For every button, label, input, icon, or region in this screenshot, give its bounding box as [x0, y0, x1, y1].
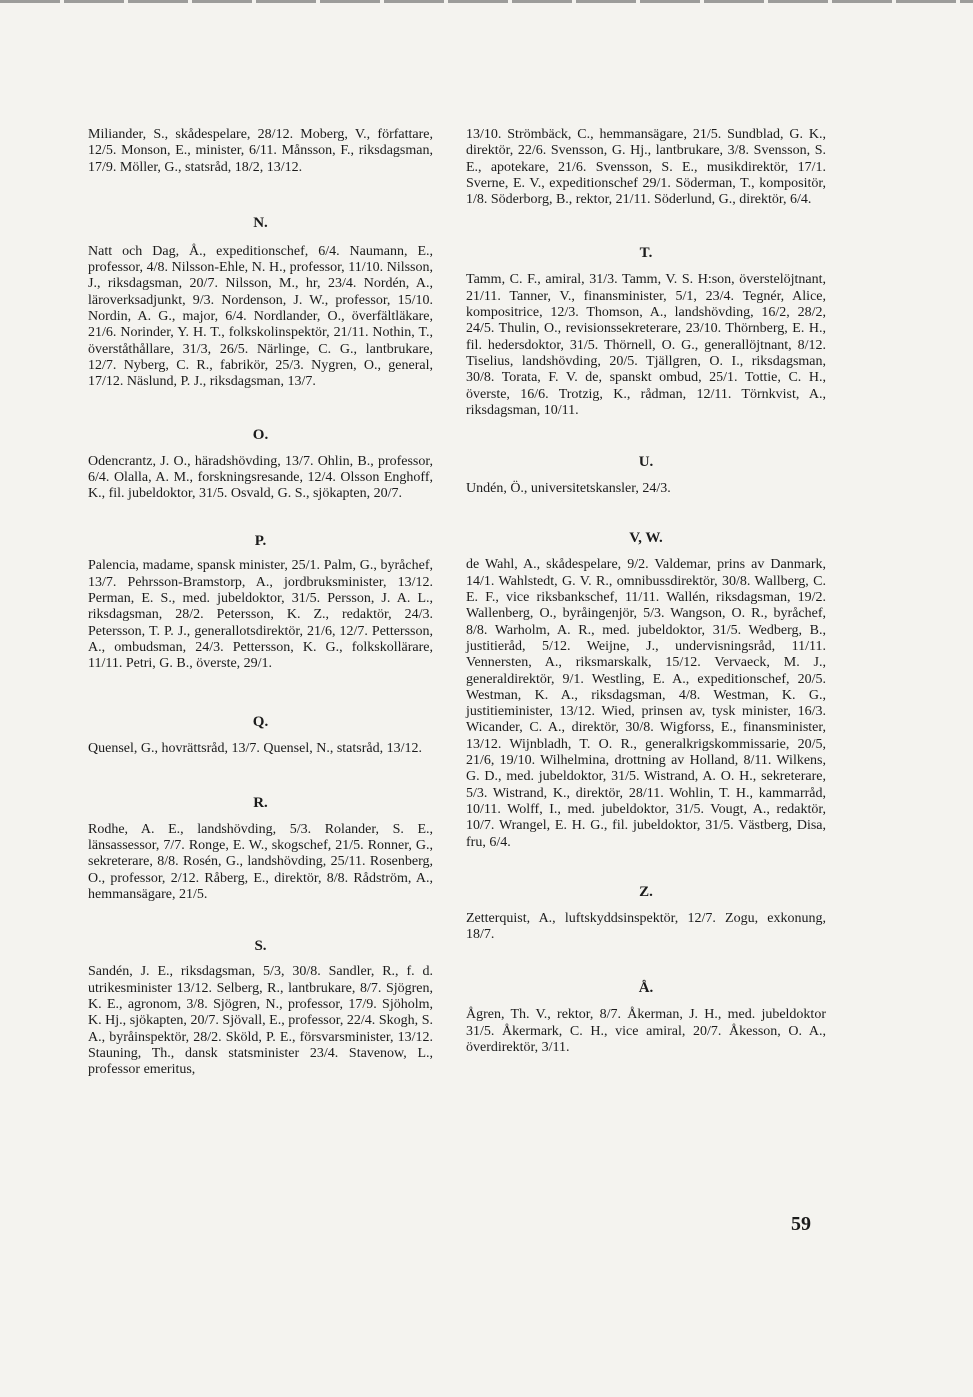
index-entries: Natt och Dag, Å., expeditionschef, 6/4. Naumann, E., professor, 4/8. Nilsson-Ehle, N. H., professor, 11/10. Nilsson, J., riksdagsman, 20/7. Nilsson, M., hr, 23/4. Nordén, A., läroverksadjunkt, 9/3. Nordenson, J. W., professor, 15/10. Nordin, A. G., major, 6/4. Nordlander, O., överfältläkare, 21/6. Norinder, Y. H. T., folkskolinspektör, 21/11. Nothin, T., överståthållare, 31/3, 26/5. Närlinge, C. G., lantbrukare, 12/7. Nyberg, C. R., fabrikör, 25/3. Nygren, O., general, 17/12. Näslund, P. J., riksdagsman, 13/7.	[88, 243, 433, 390]
section-letter: O.	[252, 426, 269, 443]
section-letter: T.	[639, 245, 653, 262]
section-letter: U.	[638, 454, 654, 471]
right-column	[466, 127, 826, 1056]
section-letter: R.	[253, 794, 268, 811]
index-entries: Miliander, S., skådespelare, 28/12. Moberg, V., författare, 12/5. Monson, E., minister, 6/11. Månsson, F., riksdagsman, 17/9. Möller, G., statsråd, 18/2, 13/12.	[88, 127, 433, 175]
index-entries: Odencrantz, J. O., häradshövding, 13/7. Ohlin, B., professor, 6/4. Olalla, A. M., forskningsresande, 12/4. Olsson Enghoff, K., fil. jubeldoktor, 31/5. Osvald, G. S., sjökapten, 20/7.	[88, 453, 433, 502]
section-letter: P.	[254, 533, 267, 550]
section-letter: S.	[254, 938, 267, 955]
index-entries: Undén, Ö., universitetskansler, 24/3.	[466, 481, 671, 497]
index-entries: Tamm, C. F., amiral, 31/3. Tamm, V. S. H:son, överstelöjtnant, 21/11. Tanner, V., finansminister, 5/1, 23/4. Tegnér, Alice, kompositrice, 12/3. Thomson, A., landshövding, 16/2, 28/2, 24/5. Thulin, O., revisionssekreterare, 23/10. Thörnberg, E. H., fil. hedersdoktor, 31/5. Thörnell, O. G., generallöjtnant, 8/12. Tiselius, landshövding, 20/5. Tjällgren, O. I., riksdagsman, 30/8. Torata, F. V. de, spanskt ombud, 25/1. Tottie, C. H., överste, 16/6. Trotzig, K., rådman, 12/11. Törnkvist, A., riksdagsman, 10/11.	[466, 272, 826, 418]
index-entries: Ågren, Th. V., rektor, 8/7. Åkerman, J. H., med. jubeldoktor 31/5. Åkermark, C. H., vice amiral, 20/7. Åkesson, O. A., överdirektör, 3/11.	[466, 1007, 826, 1055]
section-letter: Q.	[252, 713, 269, 730]
scan-top-edge	[0, 0, 973, 3]
index-entries: Zetterquist, A., luftskyddsinspektör, 12/7. Zogu, exkonung, 18/7.	[466, 910, 826, 943]
index-entries: Rodhe, A. E., landshövding, 5/3. Rolander, S. E., länsassessor, 7/7. Ronge, E. W., skogschef, 21/5. Ronner, G., sekreterare, 8/8. Rosén, G., landshövding, 25/11. Rosenberg, O., professor, 2/12. Råberg, E., direktör, 8/8. Rådström, A., hemmansägare, 21/5.	[88, 821, 433, 903]
section-letter: Å.	[638, 980, 654, 997]
section-letter: Z.	[639, 883, 653, 900]
index-entries: Palencia, madame, spansk minister, 25/1. Palm, G., byråchef, 13/7. Pehrsson-Bramstorp, A., jordbruksminister, 13/12. Perman, E. S., med. jubeldoktor, 31/5. Persson, J. A. L., riksdagsman, 28/2. Petersson, K. Z., redaktör, 24/3. Petersson, T. P. J., generallotsdirektör, 21/6, 12/7. Pettersson, A., ombudsman, 24/3. Pettersson, K. G., folkskollärare, 11/11. Petri, G. B., överste, 29/1.	[88, 558, 433, 672]
index-entries: Sandén, J. E., riksdagsman, 5/3, 30/8. Sandler, R., f. d. utrikesminister 13/12. Selberg, R., lantbrukare, 8/7. Sjögren, K. E., agronom, 3/8. Sjögren, N., professor, 17/9. Sjöholm, K. Hj., sjökapten, 20/7. Sjövall, E., professor, 22/4. Skogh, S. A., byråinspektör, 28/2. Sköld, P. E., försvarsminister, 13/12. Stauning, Th., dansk statsminister 23/4. Stavenow, L., professor emeritus,	[88, 964, 433, 1078]
section-letter: N.	[253, 214, 268, 231]
page-number: 59	[791, 1213, 811, 1235]
index-entries: Quensel, G., hovrättsråd, 13/7. Quensel, N., statsråd, 13/12.	[88, 740, 422, 756]
section-letter: V, W.	[629, 530, 663, 547]
left-column	[88, 127, 433, 1078]
index-entries: de Wahl, A., skådespelare, 9/2. Valdemar, prins av Danmark, 14/1. Wahlstedt, G. V. R., omnibussdirektör, 30/8. Wallberg, C. E. F., vice riksbankschef, 11/11. Wallén, riksdagsman, 19/2. Wallenberg, O., byråingenjör, 5/3. Wangson, O. R., byråchef, 8/8. Warholm, A. R., med. jubeldoktor, 31/5. Wedberg, B., justitieråd, 5/12. Weijne, J., undervisningsråd, 11/11. Vennersten, A., riksmarskalk, 15/12. Vervaeck, M. J., generaldirektör, 9/1. Westling, E. A., expeditionschef, 20/5. Westman, K. A., riksdagsman, 4/8. Westman, K. G., justitieminister, 13/12. Wied, prinsen av, tysk minister, 16/3. Wicander, C. A., direktör, 30/8. Wigforss, E., finansminister, 13/12. Wijnbladh, T. O. R., generalkrigskommissarie, 20/5, 21/6, 19/10. Wilhelmina, drottning av Holland, 8/11. Wilkens, G. D., med. jubeldoktor, 31/5. Wistrand, A. O. H., sekreterare, 5/3. Wistrand, K., direktör, 28/11. Wohlin, T. H., kammarråd, 10/11. Wolff, I., med. jubeldoktor, 31/5. Vougt, A., redaktör, 10/7. Wrangel, E. H. G., fil. jubeldoktor, 31/5. Västberg, Disa, fru, 6/4.	[466, 557, 826, 850]
index-entries: 13/10. Strömbäck, C., hemmansägare, 21/5. Sundblad, G. K., direktör, 22/6. Svensson, G. Hj., lantbrukare, 3/8. Svensson, S. E., apotekare, 21/6. Svensson, S. E., musikdirektör, 17/1. Sverne, E. V., expeditionschef 29/1. Söderman, T., kompositör, 1/8. Söderborg, B., rektor, 21/11. Söderlund, G., direktör, 6/4.	[466, 127, 826, 208]
